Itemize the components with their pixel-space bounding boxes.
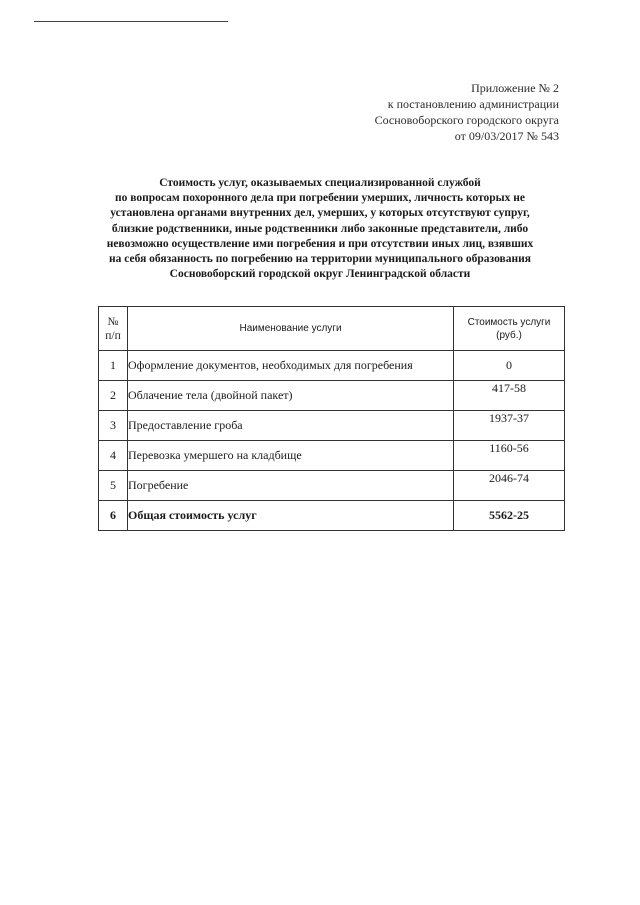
table-header-row — [99, 307, 565, 351]
row-cost: 417-58 — [454, 381, 565, 411]
total-cost: 5562-25 — [454, 501, 565, 531]
document-title — [80, 176, 560, 282]
header-name: Наименование услуги — [128, 307, 454, 351]
header-num — [99, 307, 128, 351]
row-name: Погребение — [128, 471, 454, 501]
appendix-line-1: Приложение № 2 — [471, 81, 559, 95]
appendix-line-3: Сосновоборского городского округа — [374, 113, 559, 127]
appendix-line-4: от 09/03/2017 № 543 — [454, 129, 559, 143]
row-num: 1 — [99, 351, 128, 381]
title-line-3: установлена органами внутренних дел, умерших, у которых отсутствуют супруг, — [110, 207, 530, 220]
title-line-2: по вопросам похоронного дела при погребении умерших, личность которых не — [114, 192, 525, 205]
row-cost: 1937-37 — [454, 411, 565, 441]
row-name: Облачение тела (двойной пакет) — [128, 381, 454, 411]
row-cost: 0 — [454, 351, 565, 381]
title-line-1: Стоимость услуг, оказываемых специализированной службой — [159, 177, 481, 189]
total-num: 6 — [99, 501, 128, 531]
table-row — [99, 351, 565, 381]
row-num: 3 — [99, 411, 128, 441]
row-name: Оформление документов, необходимых для погребения — [128, 351, 454, 381]
header-cost-line1: Стоимость услуги — [467, 316, 551, 328]
row-name: Перевозка умершего на кладбище — [128, 441, 454, 471]
title-line-6: на себя обязанность по погребению на территории муниципального образования — [109, 253, 531, 266]
table-row — [99, 411, 565, 441]
services-table — [98, 306, 565, 531]
row-num: 4 — [99, 441, 128, 471]
table-total-row — [99, 501, 565, 531]
header-num-line1: № — [107, 315, 119, 328]
total-name: Общая стоимость услуг — [128, 501, 454, 531]
row-cost: 1160-56 — [454, 441, 565, 471]
appendix-line-2: к постановлению администрации — [387, 97, 559, 111]
row-num: 2 — [99, 381, 128, 411]
table-row — [99, 441, 565, 471]
title-line-7: Сосновоборский городской округ Ленинградской области — [169, 268, 471, 281]
table-row — [99, 471, 565, 501]
header-cost-line2: (руб.) — [496, 329, 522, 341]
top-rule — [34, 21, 228, 22]
row-name: Предоставление гроба — [128, 411, 454, 441]
title-line-4: близкие родственники, иные родственники либо законные представители, либо — [111, 222, 529, 235]
title-line-5: невозможно осуществление ими погребения и при отсутствии иных лиц, взявших — [106, 237, 534, 250]
header-num-line2: п/п — [105, 329, 121, 342]
appendix-block — [375, 80, 559, 144]
table-row — [99, 381, 565, 411]
header-cost — [454, 307, 565, 351]
row-num: 5 — [99, 471, 128, 501]
row-cost: 2046-74 — [454, 471, 565, 501]
